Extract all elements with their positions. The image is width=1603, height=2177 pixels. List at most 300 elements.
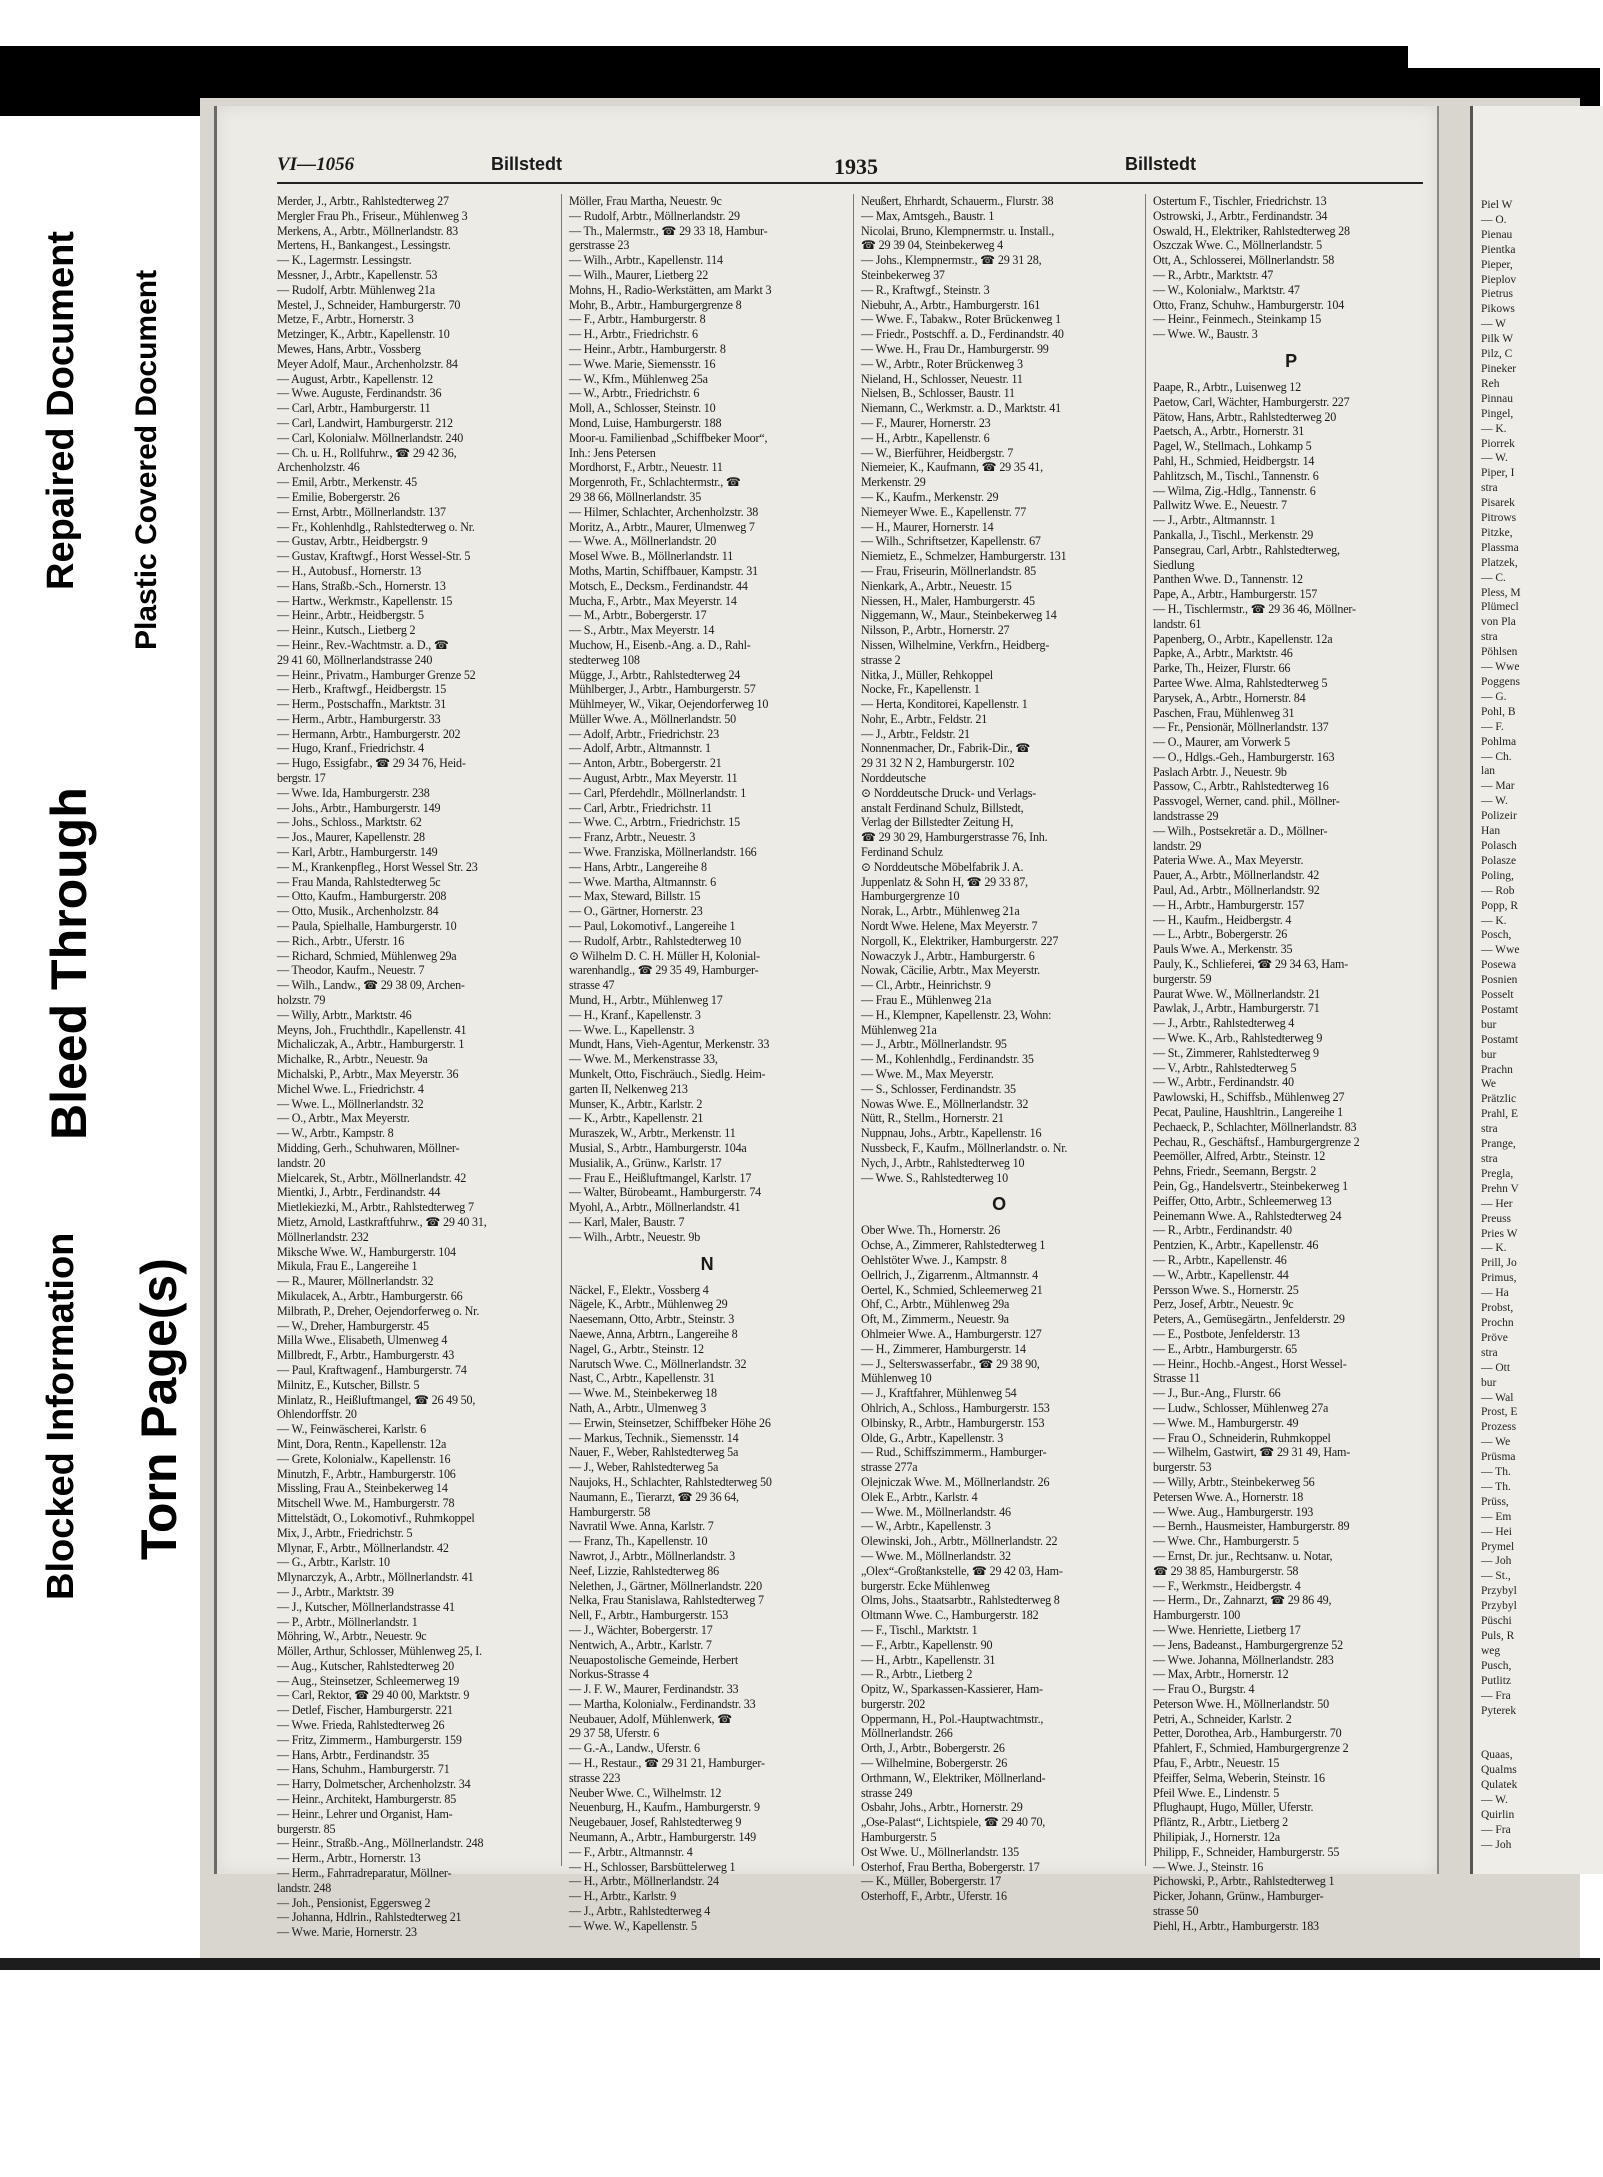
directory-entry: — Fr., Kohlenhdlg., Rahlstedterweg o. Nr. bbox=[277, 519, 475, 534]
directory-entry: Minlatz, R., Heißluftmangel, ☎ 26 49 50, bbox=[277, 1392, 476, 1407]
directory-entry: Niemeier, K., Kaufmann, ☎ 29 35 41, bbox=[861, 460, 1043, 475]
directory-entry: Nych, J., Arbtr., Rahlstedterweg 10 bbox=[861, 1155, 1025, 1170]
directory-entry: Nauer, F., Weber, Rahlstedterweg 5a bbox=[569, 1445, 739, 1460]
directory-entry: Neugebauer, Josef, Rahlstedterweg 9 bbox=[569, 1815, 742, 1830]
directory-entry: — R., Arbtr., Lietberg 2 bbox=[861, 1667, 973, 1682]
directory-entry: Motsch, E., Decksm., Ferdinandstr. 44 bbox=[569, 578, 748, 593]
adjacent-page-line: Prymel bbox=[1481, 1540, 1515, 1553]
directory-entry: — Otto, Musik., Archenholzstr. 84 bbox=[277, 904, 439, 919]
directory-entry: Näckel, F., Elektr., Vossberg 4 bbox=[569, 1282, 709, 1297]
directory-entry: — Aug., Kutscher, Rahlstedterweg 20 bbox=[277, 1658, 454, 1673]
directory-entry: — Herm., Dr., Zahnarzt, ☎ 29 86 49, bbox=[1153, 1593, 1332, 1608]
adjacent-page-line: — Hei bbox=[1481, 1525, 1512, 1538]
directory-entry: Munser, K., Arbtr., Karlstr. 2 bbox=[569, 1096, 703, 1111]
adjacent-page-line: Prill, Jo bbox=[1481, 1257, 1517, 1270]
directory-entry: — H., Zimmerer, Hamburgerstr. 14 bbox=[861, 1341, 1026, 1356]
directory-entry: Mietz, Arnold, Lastkraftfuhrw., ☎ 29 40 31, bbox=[277, 1214, 487, 1229]
directory-entry: Neubauer, Adolf, Mühlenwerk, ☎ bbox=[569, 1711, 733, 1726]
directory-entry: Nelka, Frau Stanislawa, Rahlstedterweg 7 bbox=[569, 1593, 764, 1608]
directory-entry: strasse 2 bbox=[861, 652, 901, 667]
directory-entry: — W., Arbtr., Friedrichstr. 6 bbox=[569, 386, 700, 401]
directory-entry: — Max, Amtsgeh., Baustr. 1 bbox=[861, 208, 995, 223]
directory-entry: burgerstr. 202 bbox=[861, 1696, 926, 1711]
directory-entry: Messner, J., Arbtr., Kapellenstr. 53 bbox=[277, 267, 438, 282]
directory-entry: — Frau Manda, Rahlstedterweg 5c bbox=[277, 874, 441, 889]
directory-entry: Ohlrich, A., Schloss., Hamburgerstr. 153 bbox=[861, 1400, 1050, 1415]
directory-entry: — Wwe. F., Tabakw., Roter Brückenweg 1 bbox=[861, 312, 1061, 327]
directory-entry: Nordt Wwe. Helene, Max Meyerstr. 7 bbox=[861, 919, 1038, 934]
directory-entry: — Hugo, Essigfabr., ☎ 29 34 76, Heid- bbox=[277, 756, 466, 771]
directory-entry: Petri, A., Schneider, Karlstr. 2 bbox=[1153, 1711, 1292, 1726]
directory-entry: Inh.: Jens Petersen bbox=[569, 445, 656, 460]
directory-entry: — Markus, Technik., Siemensstr. 14 bbox=[569, 1430, 739, 1445]
directory-entry: Milbrath, P., Dreher, Oejendorferweg o. Nr. bbox=[277, 1303, 480, 1318]
directory-entry: — Wwe. J., Steinstr. 16 bbox=[1153, 1859, 1264, 1874]
directory-entry: Michel Wwe. L., Friedrichstr. 4 bbox=[277, 1081, 424, 1096]
directory-entry: — Jos., Maurer, Kapellenstr. 28 bbox=[277, 830, 425, 845]
directory-entry: — Walter, Bürobeamt., Hamburgerstr. 74 bbox=[569, 1185, 762, 1200]
directory-entry: Norak, L., Arbtr., Mühlenweg 21a bbox=[861, 904, 1020, 919]
directory-entry: Mlynarczyk, A., Arbtr., Möllnerlandstr. 41 bbox=[277, 1570, 474, 1585]
directory-entry: — Herm., Postschaffn., Marktstr. 31 bbox=[277, 697, 447, 712]
adjacent-page-line: Reh bbox=[1481, 377, 1500, 390]
directory-entry: Mügge, J., Arbtr., Rahlstedterweg 24 bbox=[569, 667, 741, 682]
adjacent-page-line: Platzek, bbox=[1481, 556, 1518, 569]
directory-entry: Ost Wwe. U., Möllnerlandstr. 135 bbox=[861, 1844, 1019, 1859]
directory-entry: Parysek, A., Arbtr., Hornerstr. 84 bbox=[1153, 690, 1306, 705]
directory-entry: — Heinr., Feinmech., Steinkamp 15 bbox=[1153, 312, 1322, 327]
directory-entry: — Wwe. L., Kapellenstr. 3 bbox=[569, 1022, 695, 1037]
adjacent-page-line: Pitzke, bbox=[1481, 526, 1513, 539]
directory-entry: Pehns, Friedr., Seemann, Bergstr. 2 bbox=[1153, 1164, 1317, 1179]
adjacent-page-line: Piorrek bbox=[1481, 437, 1515, 450]
adjacent-page-line: Pyterek bbox=[1481, 1704, 1517, 1717]
directory-entry: — Friedr., Postschff. a. D., Ferdinandstr. 40 bbox=[861, 327, 1064, 342]
directory-entry: Nagel, G., Arbtr., Steinstr. 12 bbox=[569, 1341, 704, 1356]
directory-entry: Ohlendorffstr. 20 bbox=[277, 1407, 357, 1422]
directory-entry: Verlag der Billstedter Zeitung H, bbox=[861, 815, 1014, 830]
adjacent-page-line: Polasze bbox=[1481, 854, 1517, 867]
directory-entry: — J., Weber, Rahlstedterweg 5a bbox=[569, 1460, 719, 1475]
adjacent-page-line: — K. bbox=[1481, 1242, 1507, 1255]
directory-entry: — Frau O., Burgstr. 4 bbox=[1153, 1682, 1255, 1697]
directory-entry: Moll, A., Schlosser, Steinstr. 10 bbox=[569, 401, 716, 416]
adjacent-page-line: Pienau bbox=[1481, 228, 1513, 241]
directory-entry: burgerstr. 59 bbox=[1153, 971, 1212, 986]
adjacent-page-line: — Her bbox=[1481, 1197, 1513, 1210]
directory-entry: — L., Arbtr., Bobergerstr. 26 bbox=[1153, 927, 1288, 942]
directory-entry: Persson Wwe. S., Hornerstr. 25 bbox=[1153, 1282, 1299, 1297]
directory-entry: bergstr. 17 bbox=[277, 771, 326, 786]
label-bleed-through: Bleed Through bbox=[41, 787, 97, 1140]
directory-entry: Metze, F., Arbtr., Hornerstr. 3 bbox=[277, 312, 414, 327]
directory-entry: — R., Arbtr., Kapellenstr. 46 bbox=[1153, 1252, 1287, 1267]
directory-entry: Olms, Johs., Staatsarbtr., Rahlstedterweg 8 bbox=[861, 1593, 1060, 1608]
scanner-bottom-strip bbox=[0, 1958, 1600, 1970]
adjacent-page-line: — W bbox=[1481, 318, 1507, 331]
directory-entry: — Anton, Arbtr., Bobergerstr. 21 bbox=[569, 756, 722, 771]
adjacent-page-line: Pusch, bbox=[1481, 1659, 1512, 1672]
directory-entry: — Willy, Arbtr., Steinbekerweg 56 bbox=[1153, 1474, 1315, 1489]
adjacent-page-line: — Fra bbox=[1481, 1823, 1511, 1836]
directory-entry: Panthen Wwe. D., Tannenstr. 12 bbox=[1153, 572, 1303, 587]
directory-entry: — Heinr., Arbtr., Hamburgerstr. 8 bbox=[569, 341, 726, 356]
adjacent-page-line: Quirlin bbox=[1481, 1808, 1515, 1821]
directory-entry: Olewinski, Joh., Arbtr., Möllnerlandstr. 22 bbox=[861, 1534, 1058, 1549]
directory-entry: Naujoks, H., Schlachter, Rahlstedterweg 50 bbox=[569, 1474, 772, 1489]
adjacent-page-line: Prange, bbox=[1481, 1138, 1516, 1151]
directory-entry: Petersen Wwe. A., Hornerstr. 18 bbox=[1153, 1489, 1304, 1504]
adjacent-page-line: — We bbox=[1481, 1436, 1511, 1449]
adjacent-page-line: Poling, bbox=[1481, 869, 1514, 882]
directory-entry: Moor-u. Familienbad „Schiffbeker Moor“, bbox=[569, 430, 768, 445]
directory-entry: — Fr., Pensionär, Möllnerlandstr. 137 bbox=[1153, 720, 1329, 735]
directory-entry: — August, Arbtr., Kapellenstr. 12 bbox=[277, 371, 433, 386]
directory-entry: — Wwe. M., Steinbekerweg 18 bbox=[569, 1386, 717, 1401]
directory-entry: Möller, Frau Martha, Neuestr. 9c bbox=[569, 194, 722, 208]
directory-entry: — H., Tischlermstr., ☎ 29 36 46, Möllner- bbox=[1153, 601, 1356, 616]
directory-entry: Möhring, W., Arbtr., Neuestr. 9c bbox=[277, 1629, 427, 1644]
directory-entry: — Wwe. Ida, Hamburgerstr. 238 bbox=[277, 785, 430, 800]
directory-entry: Neußert, Ehrhardt, Schauerm., Flurstr. 38 bbox=[861, 194, 1054, 208]
directory-entry: Pein, Gg., Handelsvertr., Steinbekerweg 1 bbox=[1153, 1179, 1348, 1193]
directory-entry: Nilsson, P., Arbtr., Hornerstr. 27 bbox=[861, 623, 1010, 638]
directory-entry: Oft, M., Zimmerm., Neuestr. 9a bbox=[861, 1312, 1009, 1327]
adjacent-page-line: Plassma bbox=[1481, 541, 1519, 554]
directory-entry: — Wilh., Maurer, Lietberg 22 bbox=[569, 267, 709, 282]
directory-entry: Nowak, Cäcilie, Arbtr., Max Meyerstr. bbox=[861, 963, 1041, 978]
header-city-right: Billstedt bbox=[1125, 154, 1197, 174]
directory-entry: Pahl, H., Schmied, Heidbergstr. 14 bbox=[1153, 453, 1315, 468]
directory-entry: Paslach Arbtr. J., Neuestr. 9b bbox=[1153, 764, 1287, 779]
adjacent-page-line: — O. bbox=[1481, 213, 1507, 226]
directory-entry: — Wilma, Zig.-Hdlg., Tannenstr. 6 bbox=[1153, 483, 1316, 498]
directory-entry: Picker, Johann, Grünw., Hamburger- bbox=[1153, 1889, 1324, 1904]
directory-entry: Mordhorst, F., Arbtr., Neuestr. 11 bbox=[569, 460, 723, 475]
directory-entry: — W., Arbtr., Ferdinandstr. 40 bbox=[1153, 1075, 1294, 1090]
directory-entry: Ferdinand Schulz bbox=[861, 845, 943, 860]
directory-page bbox=[214, 106, 1439, 1940]
adjacent-page-line: Pohlma bbox=[1481, 735, 1517, 748]
adjacent-page-line: Han bbox=[1481, 825, 1501, 838]
directory-entry: Pansegrau, Carl, Arbtr., Rahlstedterweg, bbox=[1153, 542, 1340, 557]
section-letter: O bbox=[992, 1194, 1006, 1215]
directory-entry: Naesemann, Otto, Arbtr., Steinstr. 3 bbox=[569, 1312, 735, 1327]
directory-entry: — August, Arbtr., Max Meyerstr. 11 bbox=[569, 771, 738, 786]
adjacent-page-line: Prüss, bbox=[1481, 1495, 1509, 1508]
directory-entry: — Carl, Rektor, ☎ 29 40 00, Marktstr. 9 bbox=[277, 1688, 470, 1703]
directory-entry: — Ernst, Arbtr., Möllnerlandstr. 137 bbox=[277, 504, 446, 519]
directory-entry: Pateria Wwe. A., Max Meyerstr. bbox=[1153, 853, 1304, 868]
directory-entry: Nitka, J., Müller, Rehkoppel bbox=[861, 667, 993, 682]
adjacent-page-line: Prätzlic bbox=[1481, 1093, 1517, 1106]
directory-entry: — Richard, Schmied, Mühlenweg 29a bbox=[277, 948, 457, 963]
directory-entry: — Martha, Kolonialw., Ferdinandstr. 33 bbox=[569, 1696, 756, 1711]
directory-entry: Niemietz, E., Schmelzer, Hamburgerstr. 131 bbox=[861, 549, 1067, 564]
directory-entry: Steinbekerweg 37 bbox=[861, 267, 945, 282]
directory-entry: Pfahlert, F., Schmied, Hamburgergrenze 2 bbox=[1153, 1741, 1349, 1756]
directory-entry: — Wwe. Chr., Hamburgerstr. 5 bbox=[1153, 1534, 1299, 1549]
directory-entry: — Wwe. H., Frau Dr., Hamburgerstr. 99 bbox=[861, 341, 1049, 356]
directory-entry: — Wwe. M., Möllnerlandstr. 32 bbox=[861, 1548, 1011, 1563]
adjacent-page-line: — Th. bbox=[1481, 1466, 1511, 1479]
directory-entry: — Adolf, Arbtr., Friedrichstr. 23 bbox=[569, 726, 719, 741]
directory-entry: Mühlenweg 21a bbox=[861, 1022, 937, 1037]
directory-entry: Oppermann, H., Pol.-Hauptwachtmstr., bbox=[861, 1711, 1044, 1726]
directory-entry: Olejniczak Wwe. M., Möllnerlandstr. 26 bbox=[861, 1474, 1050, 1489]
adjacent-page-line: Prost, E bbox=[1481, 1406, 1518, 1419]
directory-entry: — Ludw., Schlosser, Mühlenweg 27a bbox=[1153, 1400, 1329, 1415]
directory-entry: — Hugo, Kranf., Friedrichstr. 4 bbox=[277, 741, 424, 756]
directory-entry: — Wwe. Frieda, Rahlstedterweg 26 bbox=[277, 1718, 445, 1733]
directory-entry: Merkens, A., Arbtr., Möllnerlandstr. 83 bbox=[277, 223, 458, 238]
adjacent-page-line: Przybyl bbox=[1481, 1585, 1517, 1598]
directory-entry: — Hans, Straßb.-Sch., Hornerstr. 13 bbox=[277, 578, 446, 593]
directory-entry: — Wilh., Schriftsetzer, Kapellenstr. 67 bbox=[861, 534, 1041, 549]
directory-entry: Pankalla, J., Tischl., Merkenstr. 29 bbox=[1153, 527, 1314, 542]
directory-entry: Mertens, H., Bankangest., Lessingstr. bbox=[277, 238, 451, 253]
directory-entry: — Frau E., Heißluftmangel, Karlstr. 17 bbox=[569, 1170, 752, 1185]
directory-entry: burgerstr. 53 bbox=[1153, 1460, 1212, 1475]
directory-entry: — Franz, Th., Kapellenstr. 10 bbox=[569, 1534, 708, 1549]
directory-entry: — H., Kranf., Kapellenstr. 3 bbox=[569, 1007, 701, 1022]
adjacent-page-line: — Fra bbox=[1481, 1689, 1511, 1702]
directory-entry: — J., Bur.-Ang., Flurstr. 66 bbox=[1153, 1386, 1281, 1401]
adjacent-page-line: — W. bbox=[1481, 1793, 1508, 1806]
directory-entry: — H., Arbtr., Möllnerlandstr. 24 bbox=[569, 1874, 719, 1889]
directory-entry: Nocke, Fr., Kapellenstr. 1 bbox=[861, 682, 980, 697]
directory-entry: — Rud., Schiffszimmerm., Hamburger- bbox=[861, 1445, 1047, 1460]
directory-entry: warenhandlg., ☎ 29 35 49, Hamburger- bbox=[569, 963, 759, 978]
directory-entry: — Johs., Arbtr., Hamburgerstr. 149 bbox=[277, 800, 441, 815]
directory-entry: — O., Hdlgs.-Geh., Hamburgerstr. 163 bbox=[1153, 749, 1335, 764]
directory-entry: — V., Arbtr., Rahlstedterweg 5 bbox=[1153, 1060, 1297, 1075]
directory-entry: — H., Arbtr., Karlstr. 9 bbox=[569, 1889, 677, 1904]
adjacent-page-line: weg bbox=[1481, 1644, 1501, 1657]
directory-entry: — W., Bierführer, Heidbergstr. 7 bbox=[861, 445, 1014, 460]
directory-columns bbox=[277, 194, 1427, 1940]
directory-entry: garten II, Nelkenweg 213 bbox=[569, 1081, 688, 1096]
adjacent-page-line: — F. bbox=[1481, 720, 1504, 733]
adjacent-page-line: Pieplov bbox=[1481, 273, 1517, 286]
directory-entry: — J., Kraftfahrer, Mühlenweg 54 bbox=[861, 1386, 1017, 1401]
directory-entry: Michalke, R., Arbtr., Neuestr. 9a bbox=[277, 1052, 428, 1067]
adjacent-page-line: Prahl, E bbox=[1481, 1108, 1519, 1121]
directory-entry: Möllnerlandstr. 232 bbox=[277, 1229, 369, 1244]
directory-entry: Niemann, C., Werkmstr. a. D., Marktstr. 41 bbox=[861, 401, 1062, 416]
directory-entry: — Heinr., Privatm., Hamburger Grenze 52 bbox=[277, 667, 476, 682]
directory-entry: — Theodor, Kaufm., Neuestr. 7 bbox=[277, 963, 425, 978]
adjacent-page-line: Prachn bbox=[1481, 1063, 1513, 1076]
directory-entry: strasse 249 bbox=[861, 1785, 913, 1800]
directory-entry: Nentwich, A., Arbtr., Karlstr. 7 bbox=[569, 1637, 712, 1652]
adjacent-page-line bbox=[1473, 1718, 1603, 1733]
directory-entry: Myohl, A., Arbtr., Möllnerlandstr. 41 bbox=[569, 1200, 741, 1215]
directory-entry: — Hans, Arbtr., Langereihe 8 bbox=[569, 859, 707, 874]
directory-entry: Mittelstädt, O., Lokomotivf., Ruhmkoppel bbox=[277, 1510, 475, 1525]
directory-entry: Mühlberger, J., Arbtr., Hamburgerstr. 57 bbox=[569, 682, 756, 697]
directory-entry: Paurat Wwe. W., Möllnerlandstr. 21 bbox=[1153, 986, 1320, 1001]
directory-entry: — F., Maurer, Hornerstr. 23 bbox=[861, 415, 991, 430]
directory-entry: strasse 277a bbox=[861, 1460, 918, 1475]
adjacent-page-line: Pientka bbox=[1481, 243, 1516, 256]
adjacent-page-line: — St., bbox=[1481, 1570, 1511, 1583]
directory-entry: Missling, Frau A., Steinbekerweg 14 bbox=[277, 1481, 448, 1496]
directory-entry: Musial, S., Arbtr., Hamburgerstr. 104a bbox=[569, 1141, 747, 1155]
directory-entry: ⊙ Wilhelm D. C. H. Müller H, Kolonial- bbox=[569, 948, 760, 963]
directory-entry: — Hilmer, Schlachter, Archenholzstr. 38 bbox=[569, 504, 759, 519]
directory-entry: Paetsch, A., Arbtr., Hornerstr. 31 bbox=[1153, 424, 1305, 439]
adjacent-page-line: Piel W bbox=[1481, 199, 1513, 211]
directory-entry: — Wwe. W., Kapellenstr. 5 bbox=[569, 1918, 697, 1933]
adjacent-page-line: stra bbox=[1481, 482, 1498, 495]
directory-entry: Pflughaupt, Hugo, Müller, Uferstr. bbox=[1153, 1800, 1314, 1815]
adjacent-page-line: Pikows bbox=[1481, 303, 1515, 316]
directory-entry: — H., Restaur., ☎ 29 31 21, Hamburger- bbox=[569, 1756, 765, 1771]
directory-entry: Mergler Frau Ph., Friseur., Mühlenweg 3 bbox=[277, 208, 468, 223]
section-letter: N bbox=[700, 1253, 714, 1274]
directory-entry: — Johanna, Hdlrin., Rahlstedterweg 21 bbox=[277, 1910, 462, 1925]
directory-entry: Otto, Franz, Schuhw., Hamburgerstr. 104 bbox=[1153, 297, 1345, 312]
directory-entry: Nath, A., Arbtr., Ulmenweg 3 bbox=[569, 1400, 707, 1415]
adjacent-page-line: Qualms bbox=[1481, 1764, 1517, 1777]
directory-entry: — Hans, Arbtr., Ferdinandstr. 35 bbox=[277, 1747, 430, 1762]
directory-entry: strasse 50 bbox=[1153, 1904, 1199, 1919]
adjacent-page-line: bur bbox=[1481, 1018, 1497, 1031]
directory-entry: Morgenroth, Fr., Schlachtermstr., ☎ bbox=[569, 475, 741, 490]
directory-entry: — Emil, Arbtr., Merkenstr. 45 bbox=[277, 475, 417, 490]
directory-entry: Norgoll, K., Elektriker, Hamburgerstr. 227 bbox=[861, 933, 1059, 948]
adjacent-page-edge bbox=[1470, 106, 1603, 1874]
directory-entry: Mosel Wwe. B., Möllnerlandstr. 11 bbox=[569, 549, 734, 564]
directory-entry: — J., Arbtr., Marktstr. 39 bbox=[277, 1584, 394, 1599]
directory-entry: — K., Arbtr., Kapellenstr. 21 bbox=[569, 1111, 704, 1126]
directory-entry: Orthmann, W., Elektriker, Möllnerland- bbox=[861, 1770, 1046, 1785]
directory-entry: Neuenburg, H., Kaufm., Hamburgerstr. 9 bbox=[569, 1800, 760, 1815]
directory-entry: — Ernst, Dr. jur., Rechtsanw. u. Notar, bbox=[1153, 1548, 1333, 1563]
directory-entry: — J., Arbtr., Altmannstr. 1 bbox=[1153, 513, 1276, 528]
directory-entry: Mund, H., Arbtr., Mühlenweg 17 bbox=[569, 993, 723, 1008]
directory-entry: Mundt, Hans, Vieh-Agentur, Merkenstr. 33 bbox=[569, 1037, 770, 1052]
directory-entry: — Wwe. L., Möllnerlandstr. 32 bbox=[277, 1096, 424, 1111]
adjacent-page-line: stra bbox=[1481, 1123, 1498, 1136]
directory-entry: Nienkark, A., Arbtr., Neuestr. 15 bbox=[861, 578, 1012, 593]
directory-entry: Neumann, A., Arbtr., Hamburgerstr. 149 bbox=[569, 1830, 756, 1845]
directory-entry: Ostrowski, J., Arbtr., Ferdinandstr. 34 bbox=[1153, 208, 1328, 223]
section-letter: P bbox=[1285, 350, 1297, 371]
page-number: VI—1056 bbox=[277, 154, 355, 175]
directory-entry: Nelethen, J., Gärtner, Möllnerlandstr. 220 bbox=[569, 1578, 762, 1593]
directory-entry: — Wwe. K., Arb., Rahlstedterweg 9 bbox=[1153, 1031, 1323, 1046]
adjacent-page-line: Qulatek bbox=[1481, 1779, 1518, 1792]
adjacent-page-line: Pohl, B bbox=[1481, 705, 1516, 718]
directory-entry: — Wwe. Henriette, Lietberg 17 bbox=[1153, 1622, 1301, 1637]
directory-entry: Neef, Lizzie, Rahlstedterweg 86 bbox=[569, 1563, 719, 1578]
directory-entry: Hamburgergrenze 10 bbox=[861, 889, 960, 904]
directory-entry: — K., Lagermstr. Lessingstr. bbox=[277, 253, 412, 268]
adjacent-page-line: Piper, I bbox=[1481, 467, 1515, 480]
directory-entry: Perz, Josef, Arbtr., Neuestr. 9c bbox=[1153, 1297, 1294, 1312]
directory-entry: Pauly, K., Schlieferei, ☎ 29 34 63, Ham- bbox=[1153, 957, 1349, 972]
directory-entry: — E., Postbote, Jenfelderstr. 13 bbox=[1153, 1326, 1300, 1341]
label-plastic-covered-document: Plastic Covered Document bbox=[130, 269, 163, 650]
directory-entry: ☎ 29 30 29, Hamburgerstrasse 76, Inh. bbox=[861, 830, 1048, 845]
adjacent-page-line: Pless, M bbox=[1481, 586, 1521, 599]
directory-entry: Mitschell Wwe. M., Hamburgerstr. 78 bbox=[277, 1496, 455, 1511]
header-year: 1935 bbox=[834, 154, 878, 179]
adjacent-page-text bbox=[1473, 198, 1603, 1853]
adjacent-page-line: Pietrus bbox=[1481, 288, 1513, 301]
directory-entry: — Herm., Arbtr., Hamburgerstr. 33 bbox=[277, 711, 441, 726]
directory-entry: — Heinr., Straßb.-Ang., Möllnerlandstr. 248 bbox=[277, 1836, 484, 1851]
directory-entry: Niggemann, W., Maur., Steinbekerweg 14 bbox=[861, 608, 1057, 623]
adjacent-page-line: Preuss bbox=[1481, 1212, 1512, 1225]
directory-entry: Paape, R., Arbtr., Luisenweg 12 bbox=[1153, 379, 1301, 394]
adjacent-page-line: Pinnau bbox=[1481, 392, 1513, 405]
directory-entry: Siedlung bbox=[1153, 557, 1195, 572]
directory-entry: — H., Maurer, Hornerstr. 14 bbox=[861, 519, 994, 534]
adjacent-page-line: — Mar bbox=[1481, 780, 1515, 793]
directory-entry: — W., Kfm., Mühlenweg 25a bbox=[569, 371, 708, 386]
directory-entry: — W., Kolonialw., Marktstr. 47 bbox=[1153, 282, 1300, 297]
directory-entry: Norkus-Strasse 4 bbox=[569, 1667, 649, 1682]
directory-entry: ⊙ Norddeutsche Druck- und Verlags- bbox=[861, 785, 1037, 800]
directory-entry: — J., Wächter, Bobergerstr. 17 bbox=[569, 1622, 713, 1637]
directory-entry: — Karl, Maler, Baustr. 7 bbox=[569, 1214, 685, 1229]
directory-entry: — J., Kutscher, Möllnerlandstrasse 41 bbox=[277, 1599, 455, 1614]
directory-entry: — Heinr., Kutsch., Lietberg 2 bbox=[277, 623, 416, 638]
adjacent-page-line: stra bbox=[1481, 1153, 1498, 1165]
adjacent-page-line: Posewa bbox=[1481, 959, 1517, 972]
directory-entry: Niessen, H., Maler, Hamburgerstr. 45 bbox=[861, 593, 1035, 608]
adjacent-page-line: lan bbox=[1481, 765, 1496, 778]
directory-entry: Passvogel, Werner, cand. phil., Möllner- bbox=[1153, 794, 1340, 809]
directory-entry: — Carl, Landwirt, Hamburgerstr. 212 bbox=[277, 415, 453, 430]
directory-entry: Mestel, J., Schneider, Hamburgerstr. 70 bbox=[277, 297, 461, 312]
directory-column-3 bbox=[861, 194, 1137, 1904]
directory-entry: — R., Arbtr., Ferdinandstr. 40 bbox=[1153, 1223, 1292, 1238]
directory-entry: burgerstr. 85 bbox=[277, 1821, 336, 1836]
directory-column-2 bbox=[569, 194, 845, 1933]
directory-entry: Michaliczak, A., Arbtr., Hamburgerstr. 1 bbox=[277, 1037, 465, 1052]
adjacent-page-line: — W. bbox=[1481, 795, 1508, 808]
adjacent-page-line: Prehn V bbox=[1481, 1182, 1519, 1195]
directory-entry: — K., Kaufm., Merkenstr. 29 bbox=[861, 489, 999, 504]
adjacent-page-line: — K. bbox=[1481, 422, 1507, 435]
adjacent-page-line: Probst, bbox=[1481, 1302, 1514, 1315]
directory-entry: — H., Klempner, Kapellenstr. 23, Wohn: bbox=[861, 1007, 1052, 1022]
directory-entry: — Erwin, Steinsetzer, Schiffbeker Höhe 26 bbox=[569, 1415, 771, 1430]
directory-entry: — Wwe. Auguste, Ferdinandstr. 36 bbox=[277, 386, 442, 401]
directory-entry: Olek E., Arbtr., Karlstr. 4 bbox=[861, 1489, 978, 1504]
directory-entry: — Wwe. Martha, Altmannstr. 6 bbox=[569, 874, 717, 889]
directory-entry: — Heinr., Rev.-Wachtmstr. a. D., ☎ bbox=[277, 637, 449, 652]
directory-entry: — Detlef, Fischer, Hamburgerstr. 221 bbox=[277, 1703, 453, 1718]
directory-column-1 bbox=[277, 194, 553, 1940]
adjacent-page-line: Posnien bbox=[1481, 974, 1518, 987]
directory-entry: — Rich., Arbtr., Uferstr. 16 bbox=[277, 933, 405, 948]
directory-entry: — H., Arbtr., Friedrichstr. 6 bbox=[569, 327, 698, 342]
adjacent-page-line: stra bbox=[1481, 1346, 1498, 1359]
directory-entry: Moths, Martin, Schiffbauer, Kampstr. 31 bbox=[569, 563, 759, 578]
adjacent-page-line: — K. bbox=[1481, 914, 1507, 927]
directory-entry: Philipiak, J., Hornerstr. 12a bbox=[1153, 1830, 1280, 1845]
directory-entry: Minutzh, F., Arbtr., Hamburgerstr. 106 bbox=[277, 1466, 456, 1481]
directory-entry: — W., Arbtr., Kapellenstr. 44 bbox=[1153, 1267, 1289, 1282]
directory-entry: Pichowski, P., Arbtr., Rahlstedterweg 1 bbox=[1153, 1874, 1335, 1889]
directory-entry: — Th., Malermstr., ☎ 29 33 18, Hambur- bbox=[569, 223, 768, 238]
directory-entry: — O., Maurer, am Vorwerk 5 bbox=[1153, 735, 1290, 750]
